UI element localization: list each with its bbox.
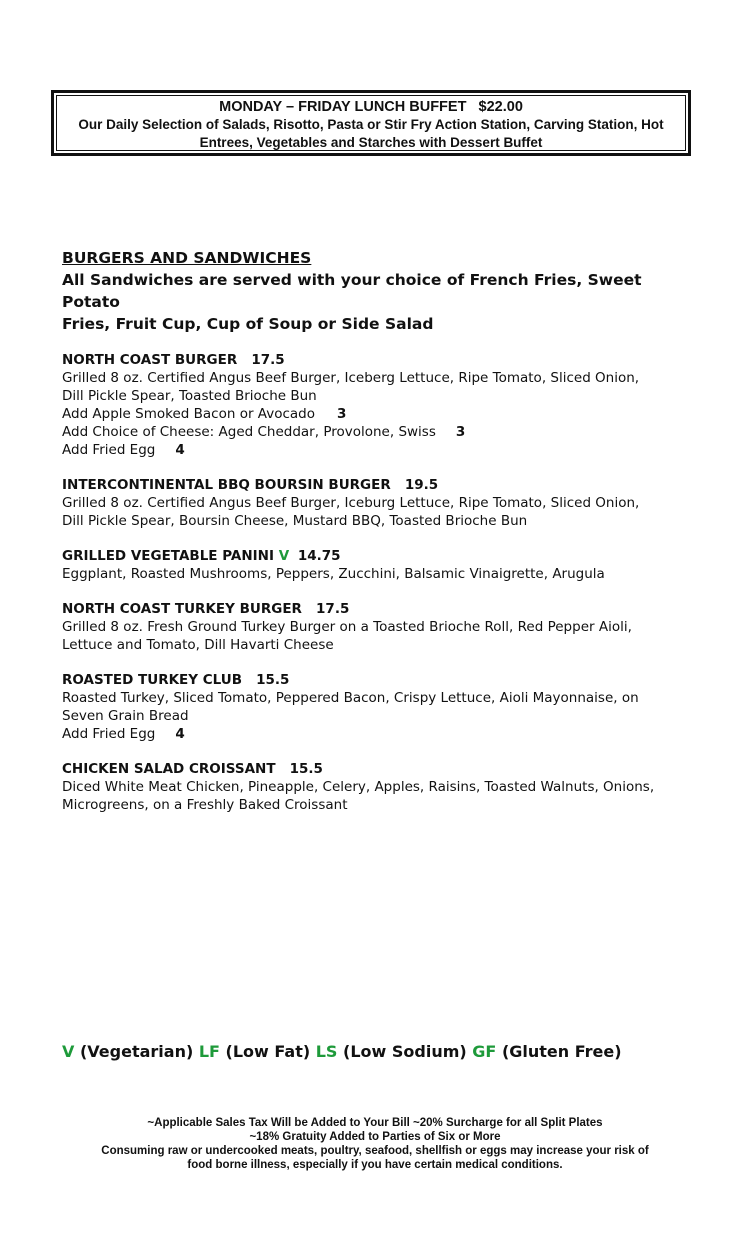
footer-line-3: Consuming raw or undercooked meats, poultry, seafood, shellfish or eggs may increase your risk of: [101, 1145, 649, 1157]
item-description-line: Microgreens, on a Freshly Baked Croissant: [62, 797, 348, 813]
item-description-line: Diced White Meat Chicken, Pineapple, Celery, Apples, Raisins, Toasted Walnuts, Onions,: [62, 779, 655, 795]
item-title: NORTH COAST TURKEY BURGER 17.5: [62, 601, 350, 617]
item-description-line: Dill Pickle Spear, Boursin Cheese, Mustard BBQ, Toasted Brioche Bun: [62, 513, 528, 529]
legend-v-code: V: [62, 1042, 75, 1061]
item-title: NORTH COAST BURGER 17.5: [62, 352, 285, 368]
item-description-line: Seven Grain Bread: [62, 708, 189, 724]
menu-item-chicken-salad-croissant: [62, 760, 702, 814]
item-title: ROASTED TURKEY CLUB 15.5: [62, 672, 290, 688]
buffet-banner-inner: [56, 95, 686, 151]
menu-item-roasted-turkey-club: [62, 671, 702, 743]
addon-label: Add Apple Smoked Bacon or Avocado: [62, 406, 316, 422]
item-title-row: [62, 547, 702, 565]
footer-line-1: ~Applicable Sales Tax Will be Added to Your Bill ~20% Surcharge for all Split Plates: [147, 1117, 603, 1129]
section-intro-line-2: Fries, Fruit Cup, Cup of Soup or Side Salad: [62, 315, 434, 333]
addon-label: Add Fried Egg: [62, 442, 156, 458]
buffet-description-line-2: Entrees, Vegetables and Starches with Dessert Buffet: [199, 135, 543, 150]
buffet-banner: [51, 90, 691, 156]
item-title: INTERCONTINENTAL BBQ BOURSIN BURGER 19.5: [62, 477, 439, 493]
item-addon: [62, 725, 702, 743]
addon-price: 3: [455, 424, 466, 440]
addon-label: Add Choice of Cheese: Aged Cheddar, Provolone, Swiss: [62, 424, 436, 440]
buffet-title: MONDAY – FRIDAY LUNCH BUFFET $22.00: [219, 99, 523, 115]
item-description-line: Grilled 8 oz. Fresh Ground Turkey Burger on a Toasted Brioche Roll, Red Pepper Aioli,: [62, 619, 632, 635]
item-addon: [62, 423, 702, 441]
item-description-line: Grilled 8 oz. Certified Angus Beef Burger, Iceburg Lettuce, Ripe Tomato, Sliced Onion,: [62, 495, 640, 511]
legend-gf-label: (Gluten Free): [501, 1042, 622, 1061]
footer-notice: [40, 1116, 710, 1172]
dietary-legend: [62, 1042, 622, 1061]
burgers-sandwiches-section: [62, 248, 702, 814]
item-description-line: Dill Pickle Spear, Toasted Brioche Bun: [62, 388, 317, 404]
menu-item-intercontinental-bbq-boursin-burger: [62, 476, 702, 530]
menu-item-north-coast-burger: [62, 351, 702, 459]
section-heading: BURGERS AND SANDWICHES: [62, 249, 312, 267]
section-intro: [62, 269, 702, 335]
addon-label: Add Fried Egg: [62, 726, 156, 742]
buffet-description-line-1: Our Daily Selection of Salads, Risotto, Pasta or Stir Fry Action Station, Carving Station, Hot: [78, 117, 664, 132]
menu-item-grilled-vegetable-panini: [62, 547, 702, 583]
vegetarian-tag: V: [278, 548, 290, 564]
menu-item-north-coast-turkey-burger: [62, 600, 702, 654]
legend-lf-code: LF: [198, 1042, 220, 1061]
item-description-line: Roasted Turkey, Sliced Tomato, Peppered Bacon, Crispy Lettuce, Aioli Mayonnaise, on: [62, 690, 639, 706]
legend-ls-code: LS: [315, 1042, 338, 1061]
addon-price: 4: [175, 442, 185, 458]
item-addon: [62, 405, 702, 423]
item-description-line: Eggplant, Roasted Mushrooms, Peppers, Zucchini, Balsamic Vinaigrette, Arugula: [62, 566, 605, 582]
legend-gf-code: GF: [472, 1042, 497, 1061]
addon-price: 3: [337, 406, 347, 422]
item-addon: [62, 441, 702, 459]
item-description-line: Lettuce and Tomato, Dill Havarti Cheese: [62, 637, 334, 653]
section-intro-line-1: All Sandwiches are served with your choice of French Fries, Sweet Potato: [62, 271, 642, 311]
legend-v-label: (Vegetarian): [79, 1042, 194, 1061]
footer-line-2: ~18% Gratuity Added to Parties of Six or More: [249, 1131, 501, 1143]
footer-line-4: food borne illness, especially if you have certain medical conditions.: [187, 1159, 563, 1171]
legend-lf-label: (Low Fat): [225, 1042, 311, 1061]
addon-price: 4: [175, 726, 185, 742]
item-description-line: Grilled 8 oz. Certified Angus Beef Burger, Iceberg Lettuce, Ripe Tomato, Sliced Onion,: [62, 370, 640, 386]
item-title: CHICKEN SALAD CROISSANT 15.5: [62, 761, 323, 777]
item-title: GRILLED VEGETABLE PANINI: [62, 548, 274, 564]
legend-ls-label: (Low Sodium): [343, 1042, 467, 1061]
item-price: 14.75: [297, 548, 341, 564]
